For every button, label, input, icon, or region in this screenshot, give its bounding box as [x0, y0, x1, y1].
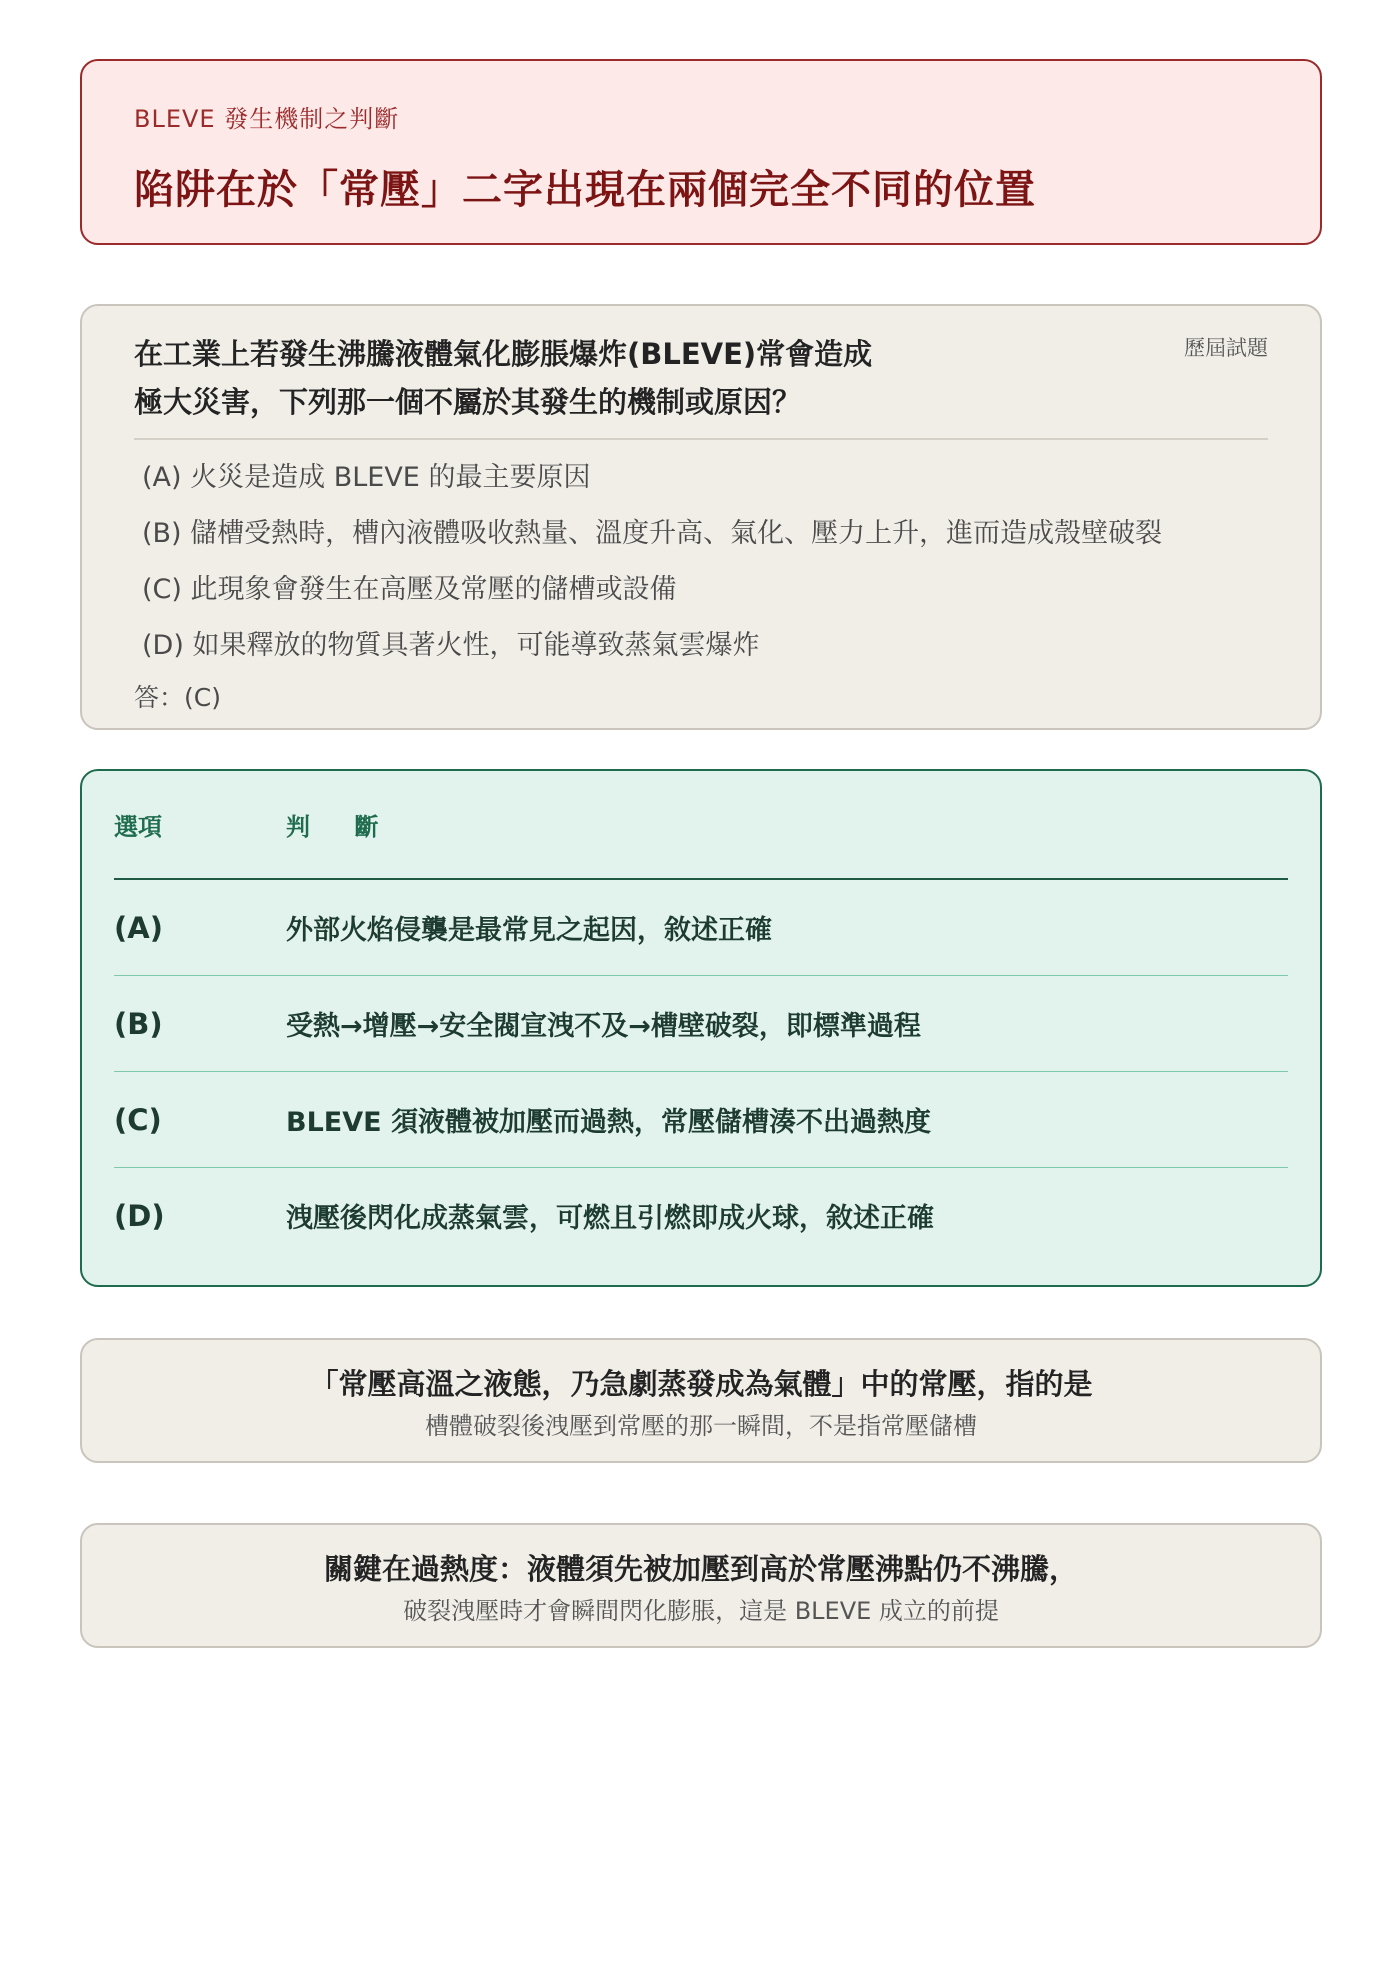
answer-text: 答：(C) — [134, 683, 221, 712]
row-judgment: 受熱→增壓→安全閥宣洩不及→槽壁破裂，即標準過程 — [286, 1011, 921, 1042]
question-divider — [134, 438, 1268, 440]
option-b: (B) 儲槽受熱時，槽內液體吸收熱量、溫度升高、氣化、壓力上升，進而造成殼壁破裂 — [142, 518, 1163, 549]
row-option: (A) — [114, 910, 163, 945]
past-exam-tag: 歷屆試題 — [1184, 336, 1268, 360]
row-judgment: BLEVE 須液體被加壓而過熱，常壓儲槽湊不出過熱度 — [286, 1107, 931, 1138]
exam-question-card — [80, 304, 1322, 730]
table-row — [114, 880, 1288, 976]
note-card-normal-pressure — [80, 1338, 1322, 1463]
topic-title: 陷阱在於「常壓」二字出現在兩個完全不同的位置 — [134, 167, 1036, 213]
note-main-text: 關鍵在過熱度：液體須先被加壓到高於常壓沸點仍不沸騰， — [323, 1552, 1078, 1586]
note-sub-text: 槽體破裂後洩壓到常壓的那一瞬間，不是指常壓儲槽 — [425, 1412, 977, 1440]
judgment-table — [80, 769, 1322, 1287]
question-text — [134, 330, 934, 426]
table-header-row — [114, 771, 1288, 880]
option-d: (D) 如果釋放的物質具著火性，可能導致蒸氣雲爆炸 — [142, 630, 760, 661]
topic-subtitle: BLEVE 發生機制之判斷 — [134, 105, 400, 133]
note-card-superheat — [80, 1523, 1322, 1648]
question-text-line-2: 極大災害，下列那一個不屬於其發生的機制或原因？ — [134, 385, 802, 419]
row-option: (C) — [114, 1102, 162, 1137]
row-option: (B) — [114, 1006, 163, 1041]
table-row — [114, 1072, 1288, 1168]
header-judgment: 判 斷 — [286, 813, 397, 841]
table-row — [114, 1168, 1288, 1263]
table-row — [114, 976, 1288, 1072]
note-main-text: 「常壓高溫之液態，乃急劇蒸發成為氣體」中的常壓，指的是 — [309, 1367, 1093, 1401]
option-c: (C) 此現象會發生在高壓及常壓的儲槽或設備 — [142, 574, 677, 605]
note-sub-text: 破裂洩壓時才會瞬間閃化膨脹，這是 BLEVE 成立的前提 — [403, 1597, 999, 1625]
option-a: (A) 火災是造成 BLEVE 的最主要原因 — [142, 462, 591, 493]
row-judgment: 外部火焰侵襲是最常見之起因，敘述正確 — [286, 915, 772, 946]
question-text-line-1: 在工業上若發生沸騰液體氣化膨脹爆炸(BLEVE)常會造成 — [134, 337, 873, 371]
topic-header-card — [80, 59, 1322, 245]
row-judgment: 洩壓後閃化成蒸氣雲，可燃且引燃即成火球，敘述正確 — [286, 1203, 934, 1234]
header-option: 選項 — [114, 813, 162, 841]
row-option: (D) — [114, 1198, 165, 1233]
